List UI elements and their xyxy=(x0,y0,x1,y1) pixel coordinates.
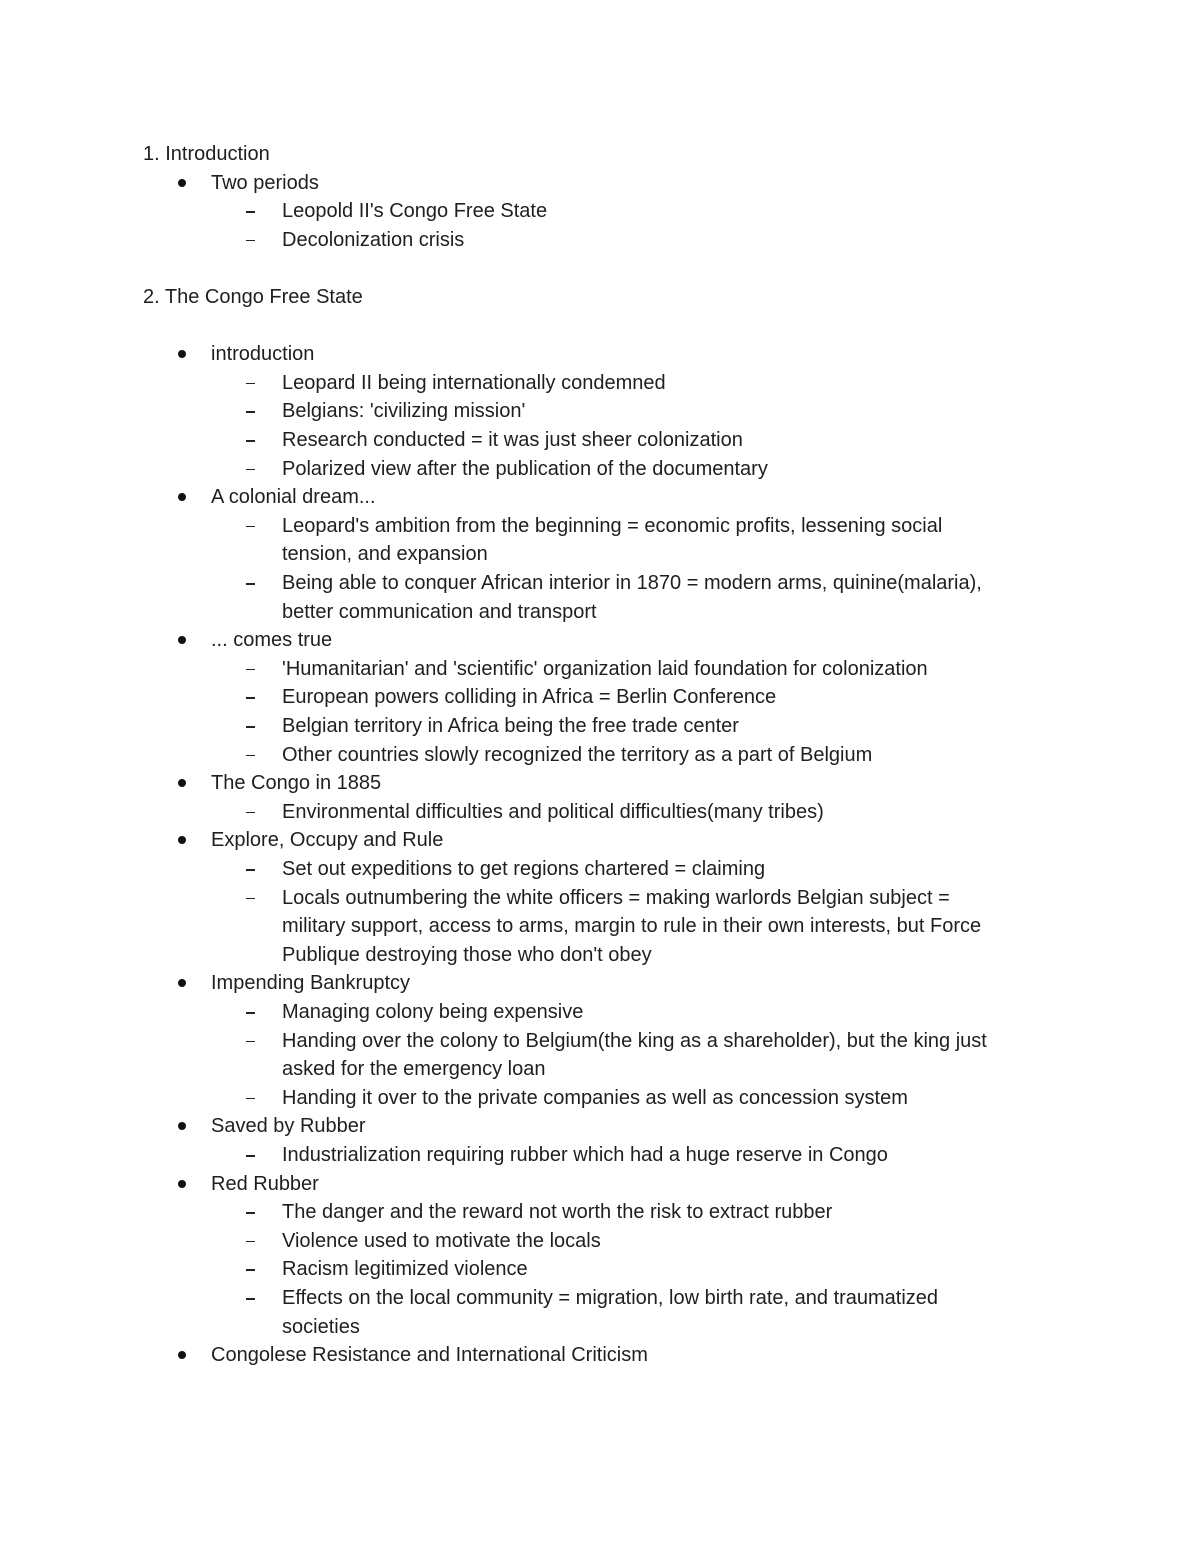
sub-item-line: tension, and expansion xyxy=(282,543,488,566)
bullet-dot-icon xyxy=(178,836,186,844)
dash-bullet-icon xyxy=(246,1212,255,1214)
dash-bullet-icon xyxy=(246,726,255,728)
dash-bullet-icon xyxy=(246,411,255,413)
sub-item-line: Polarized view after the publication of the documentary xyxy=(282,457,768,480)
dash-bullet-icon xyxy=(246,469,255,471)
bullet-item: ... comes true xyxy=(211,629,333,652)
sub-item-line: asked for the emergency loan xyxy=(282,1058,546,1081)
dash-bullet-icon xyxy=(246,440,255,442)
dash-bullet-icon xyxy=(246,1241,255,1243)
bullet-item: A colonial dream... xyxy=(211,486,376,509)
bullet-item: Explore, Occupy and Rule xyxy=(211,829,444,852)
sub-item-line: Racism legitimized violence xyxy=(282,1258,528,1281)
dash-bullet-icon xyxy=(246,1098,255,1100)
dash-bullet-icon xyxy=(246,1012,255,1014)
bullet-dot-icon xyxy=(178,1180,186,1188)
sub-item-line: Leopard II being internationally condemned xyxy=(282,371,666,394)
dash-bullet-icon xyxy=(246,526,255,528)
bullet-dot-icon xyxy=(178,779,186,787)
dash-bullet-icon xyxy=(246,1155,255,1157)
dash-bullet-icon xyxy=(246,812,255,814)
sub-item-line: Leopold II's Congo Free State xyxy=(282,200,548,223)
dash-bullet-icon xyxy=(246,1298,255,1300)
dash-bullet-icon xyxy=(246,1269,255,1271)
sub-item-line: Managing colony being expensive xyxy=(282,1001,584,1023)
bullet-item: Impending Bankruptcy xyxy=(211,972,411,995)
dash-bullet-icon xyxy=(246,1041,255,1043)
bullet-item: introduction xyxy=(211,343,315,366)
sub-item-line: 'Humanitarian' and 'scientific' organization laid foundation for colonization xyxy=(282,657,928,680)
sub-item-line: Handing it over to the private companies as well as concession system xyxy=(282,1086,908,1109)
bullet-dot-icon xyxy=(178,493,186,501)
dash-bullet-icon xyxy=(246,898,255,900)
bullet-dot-icon xyxy=(178,179,186,187)
sub-item-line: Set out expeditions to get regions chartered = claiming xyxy=(282,858,766,880)
bullet-item: The Congo in 1885 xyxy=(211,772,382,795)
sub-item-line: Environmental difficulties and political difficulties(many tribes) xyxy=(282,800,824,823)
bullet-item: Saved by Rubber xyxy=(211,1115,366,1138)
sub-item-line: Other countries slowly recognized the territory as a part of Belgium xyxy=(282,743,873,766)
bullet-item: Two periods xyxy=(211,171,319,194)
sub-item-line: Handing over the colony to Belgium(the king as a shareholder), but the king just xyxy=(282,1029,987,1052)
section-heading: 1. Introduction xyxy=(143,143,270,165)
sub-item-line: Locals outnumbering the white officers = making warlords Belgian subject = xyxy=(282,886,950,909)
sub-item-line: Violence used to motivate the locals xyxy=(282,1229,601,1252)
sub-item-line: Leopard's ambition from the beginning = economic profits, lessening social xyxy=(282,514,943,537)
bullet-dot-icon xyxy=(178,979,186,987)
sub-item-line: better communication and transport xyxy=(282,600,597,623)
bullet-dot-icon xyxy=(178,350,186,358)
bullet-dot-icon xyxy=(178,1122,186,1130)
sub-item-line: Decolonization crisis xyxy=(282,228,465,251)
sub-item-line: Being able to conquer African interior in 1870 = modern arms, quinine(malaria), xyxy=(282,572,982,594)
dash-bullet-icon xyxy=(246,669,255,671)
sub-item-line: European powers colliding in Africa = Berlin Conference xyxy=(282,686,777,709)
section-heading: 2. The Congo Free State xyxy=(143,286,363,308)
dash-bullet-icon xyxy=(246,240,255,242)
dash-bullet-icon xyxy=(246,583,255,585)
sub-item-line: military support, access to arms, margin to rule in their own interests, but Force xyxy=(282,915,982,938)
dash-bullet-icon xyxy=(246,383,255,385)
sub-item-line: Industrialization requiring rubber which had a huge reserve in Congo xyxy=(282,1144,888,1166)
sub-item-line: Belgians: 'civilizing mission' xyxy=(282,400,526,423)
sub-item-line: The danger and the reward not worth the risk to extract rubber xyxy=(282,1201,833,1224)
dash-bullet-icon xyxy=(246,211,255,213)
dash-bullet-icon xyxy=(246,697,255,699)
bullet-item: Congolese Resistance and International Criticism xyxy=(211,1344,648,1367)
sub-item-line: Research conducted = it was just sheer colonization xyxy=(282,429,743,451)
bullet-dot-icon xyxy=(178,636,186,644)
bullet-item: Red Rubber xyxy=(211,1172,319,1195)
sub-item-line: Publique destroying those who don't obey xyxy=(282,943,652,966)
sub-item-line: Belgian territory in Africa being the free trade center xyxy=(282,715,739,737)
dash-bullet-icon xyxy=(246,869,255,871)
sub-item-line: Effects on the local community = migration, low birth rate, and traumatized xyxy=(282,1287,939,1309)
dash-bullet-icon xyxy=(246,755,255,757)
sub-item-line: societies xyxy=(282,1315,360,1338)
bullet-dot-icon xyxy=(178,1351,186,1359)
